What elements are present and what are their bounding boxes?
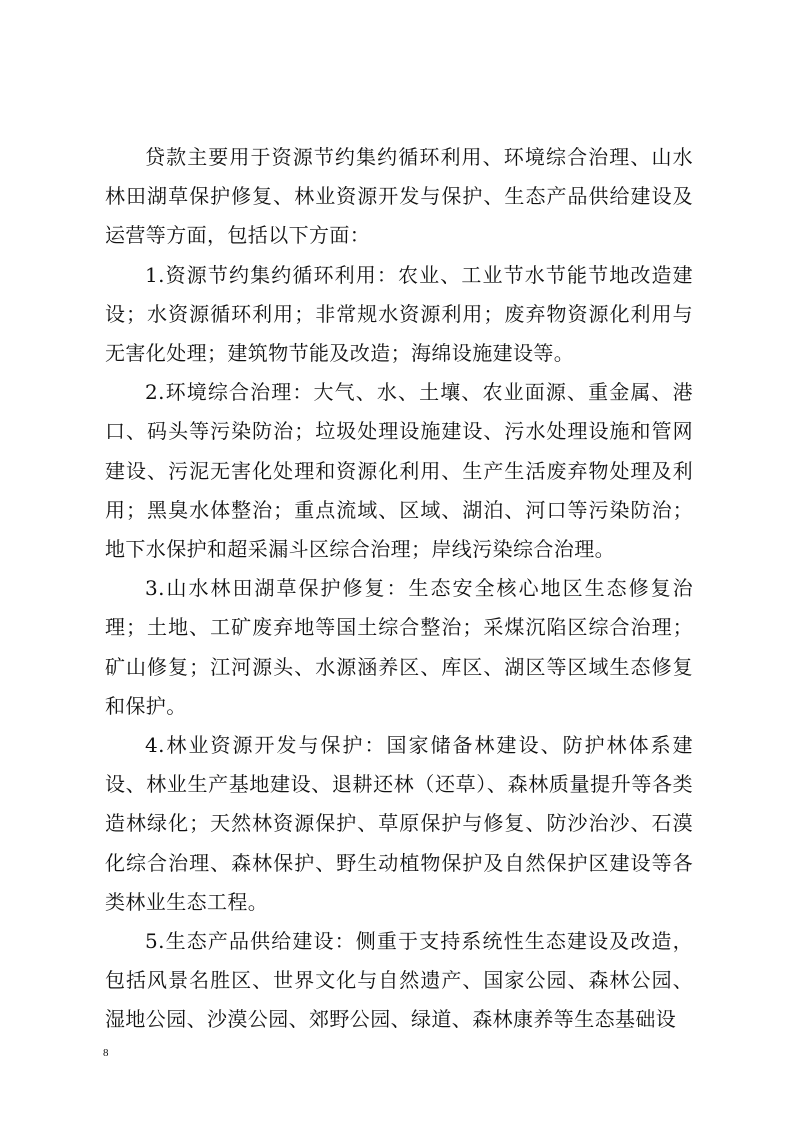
page-number: 8: [103, 1047, 109, 1059]
paragraph-item-5: 5.生态产品供给建设：侧重于支持系统性生态建设及改造，包括风景名胜区、世界文化与自然遗产、国家公园、森林公园、湿地公园、沙漠公园、郊野公园、绿道、森林康养等生态基础设: [105, 929, 693, 1032]
paragraph-item-3: 3.山水林田湖草保护修复：生态安全核心地区生态修复治理；土地、工矿废弃地等国土综合整治；采煤沉陷区综合治理；矿山修复；江河源头、水源涵养区、库区、湖区等区域生态修复和保护。: [105, 576, 693, 718]
paragraph-item-2: 2.环境综合治理：大气、水、土壤、农业面源、重金属、港口、码头等污染防治；垃圾处理设施建设、污水处理设施和管网建设、污泥无害化处理和资源化利用、生产生活废弃物处理及利用；黑臭水体整治；重点流域、区域、湖泊、河口等污染防治；地下水保护和超采漏斗区综合治理；岸线污染综合治理。: [105, 380, 693, 562]
paragraph-intro: 贷款主要用于资源节约集约循环利用、环境综合治理、山水林田湖草保护修复、林业资源开发与保护、生态产品供给建设及运营等方面，包括以下方面：: [105, 145, 693, 248]
paragraph-item-4: 4.林业资源开发与保护：国家储备林建设、防护林体系建设、林业生产基地建设、退耕还林（还草）、森林质量提升等各类造林绿化；天然林资源保护、草原保护与修复、防沙治沙、石漠化综合治理、森林保护、野生动植物保护及自然保护区建设等各类林业生态工程。: [105, 733, 693, 914]
body-text: [105, 138, 693, 1040]
paragraph-item-1: 1.资源节约集约循环利用：农业、工业节水节能节地改造建设；水资源循环利用；非常规水资源利用；废弃物资源化利用与无害化处理；建筑物节能及改造；海绵设施建设等。: [105, 262, 693, 366]
